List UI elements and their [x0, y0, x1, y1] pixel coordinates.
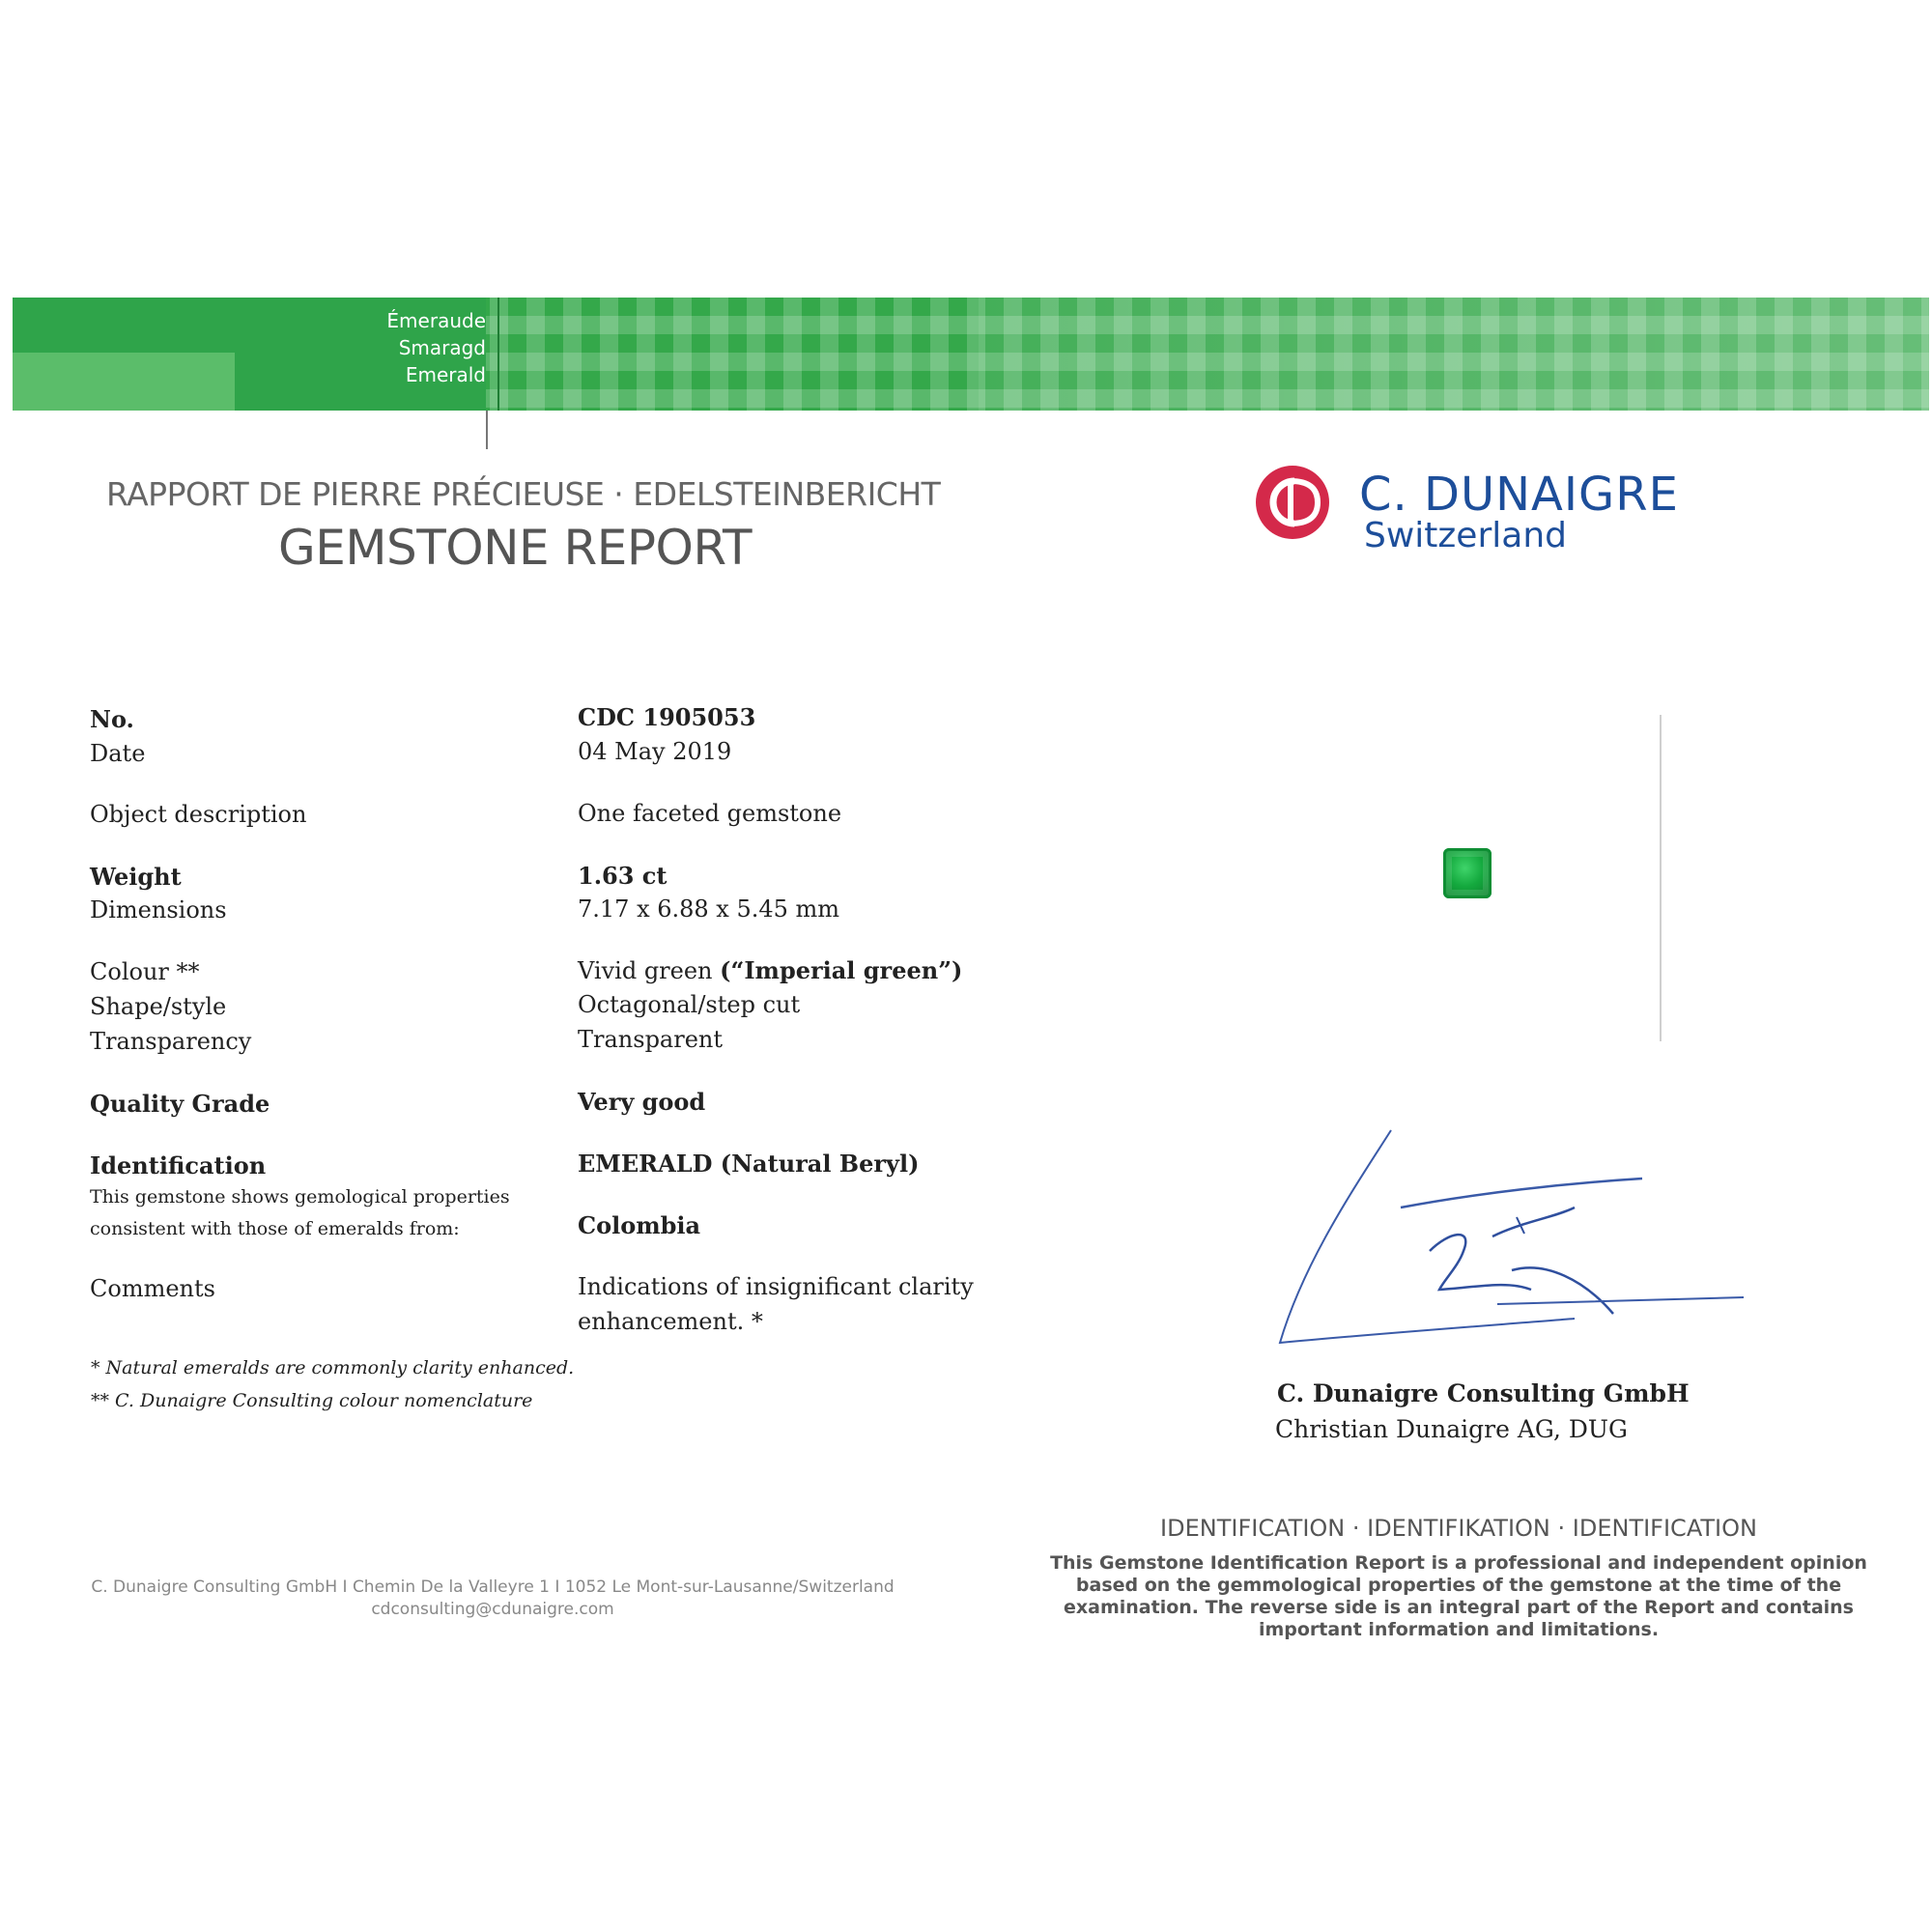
company-logo-name: C. DUNAIGRE — [1359, 468, 1679, 522]
company-logo-country: Switzerland — [1364, 516, 1567, 555]
banner-pattern-fade — [979, 298, 1929, 411]
shape-value: Octagonal/step cut — [578, 991, 801, 1018]
footer-address: C. Dunaigre Consulting GmbH I Chemin De la Valleyre 1 I 1052 Le Mont-sur-Lausanne/Switzerland — [91, 1577, 895, 1597]
date-label: Date — [90, 740, 146, 767]
header-banner — [13, 298, 1929, 411]
origin-note-line1: This gemstone shows gemological properties — [90, 1186, 510, 1208]
colour-value-text: Vivid green — [578, 957, 713, 984]
gemstone-photo-frame — [1159, 715, 1662, 1041]
banner-lang-fr: Émeraude — [386, 309, 486, 332]
origin-note-line2: consistent with those of emeralds from: — [90, 1218, 460, 1239]
colour-value-bold: (“Imperial green”) — [720, 956, 963, 984]
object-value: One faceted gemstone — [578, 800, 842, 827]
emerald-gemstone-image — [1443, 848, 1492, 898]
shape-label: Shape/style — [90, 993, 227, 1020]
signatory-person: Christian Dunaigre AG, DUG — [1275, 1415, 1628, 1443]
transparency-value: Transparent — [578, 1026, 724, 1053]
cd-logo-icon — [1252, 464, 1333, 541]
banner-tick-mark — [486, 411, 488, 449]
identification-heading: IDENTIFICATION · IDENTIFIKATION · IDENTIFICATION — [1160, 1515, 1757, 1542]
weight-value: 1.63 ct — [578, 862, 668, 890]
footnote-nomenclature: ** C. Dunaigre Consulting colour nomenclature — [91, 1390, 533, 1411]
origin-value: Colombia — [578, 1211, 701, 1239]
report-title: GEMSTONE REPORT — [278, 520, 752, 576]
banner-lang-en: Emerald — [405, 363, 486, 386]
object-label: Object description — [90, 801, 307, 828]
signatory-company: C. Dunaigre Consulting GmbH — [1277, 1379, 1690, 1407]
signature-image — [1265, 1125, 1748, 1357]
banner-left-lower-panel — [13, 353, 235, 411]
colour-label: Colour ** — [90, 958, 200, 985]
transparency-label: Transparency — [90, 1028, 252, 1055]
number-label: No. — [90, 705, 134, 733]
identification-disclaimer: This Gemstone Identification Report is a professional and independent opinion based on the gemmological properties of the gemstone at the time of the examination. The reverse side is an integral part of the Report and contains important information and limitations. — [1050, 1552, 1867, 1640]
colour-value — [578, 956, 962, 984]
banner-lang-de: Smaragd — [398, 336, 486, 359]
quality-label: Quality Grade — [90, 1090, 270, 1118]
identification-label: Identification — [90, 1151, 267, 1179]
banner-language-labels — [386, 307, 486, 388]
dimensions-value: 7.17 x 6.88 x 5.45 mm — [578, 895, 840, 923]
weight-label: Weight — [90, 863, 182, 891]
number-value: CDC 1905053 — [578, 703, 756, 731]
comments-line2: enhancement. * — [578, 1308, 763, 1335]
footnote-clarity: * Natural emeralds are commonly clarity enhanced. — [91, 1357, 575, 1378]
comments-line1: Indications of insignificant clarity — [578, 1273, 974, 1300]
banner-divider — [497, 298, 499, 411]
dimensions-label: Dimensions — [90, 896, 227, 923]
comments-label: Comments — [90, 1275, 215, 1302]
footer-contact — [39, 1577, 947, 1621]
identification-value: EMERALD (Natural Beryl) — [578, 1150, 920, 1178]
footer-email: cdconsulting@cdunaigre.com — [371, 1600, 614, 1619]
report-subtitle: RAPPORT DE PIERRE PRÉCIEUSE · EDELSTEINBERICHT — [106, 475, 941, 513]
quality-value: Very good — [578, 1088, 706, 1116]
date-value: 04 May 2019 — [578, 738, 732, 765]
